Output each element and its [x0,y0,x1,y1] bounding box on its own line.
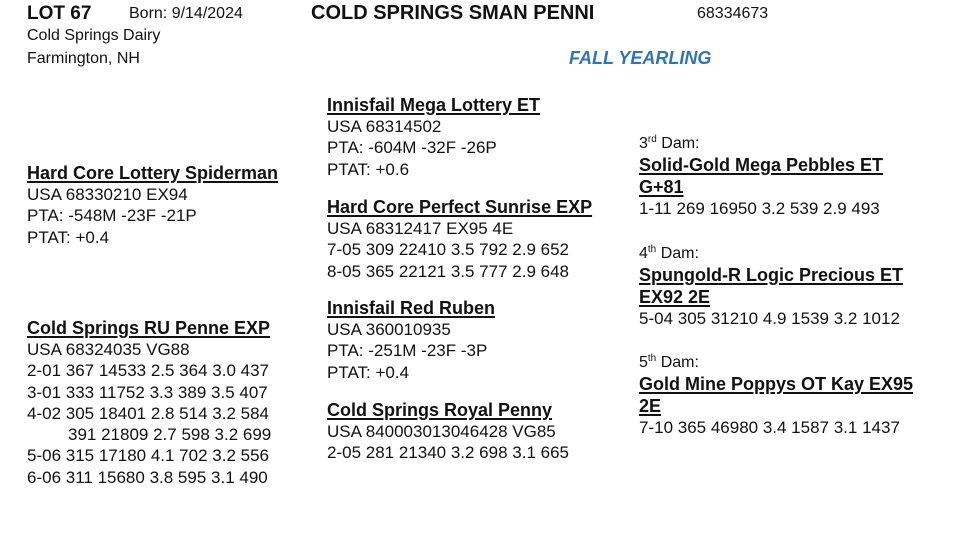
sire-line: PTA: -548M -23F -21P [27,206,197,226]
sires-dam-line: USA 68312417 EX95 4E [327,219,514,238]
age-class: FALL YEARLING [569,48,712,68]
fifth-dam-record: 7-10 365 46980 3.4 1587 3.1 1437 [639,418,900,437]
dam-line: USA 68324035 VG88 [27,340,190,359]
fourth-dam-label: 4th Dam: [639,244,699,262]
sires-sire-line: USA 68314502 [327,117,442,136]
fourth-dam-block [639,245,903,329]
sires-sire-block [327,94,540,180]
third-dam-label: 3rd Dam: [639,134,700,152]
dam-line: 5-06 315 17180 4.1 702 3.2 556 [27,446,269,466]
sires-dam-line: 8-05 365 22121 3.5 777 2.9 648 [327,261,569,281]
fourth-dam-classification: EX92 2E [639,287,711,307]
sire-name: Hard Core Lottery Spiderman [27,163,279,183]
lot-number: LOT 67 [27,3,92,24]
sires-dam-name: Hard Core Perfect Sunrise EXP [327,197,593,217]
birth-date: Born: 9/14/2024 [129,5,243,22]
dam-line: 2-01 367 14533 2.5 364 3.0 437 [27,361,269,381]
fourth-dam-name: Spungold-R Logic Precious ET [639,265,904,285]
dam-line: 391 21809 2.7 598 3.2 699 [68,425,272,445]
fourth-dam-record: 5-04 305 31210 4.9 1539 3.2 1012 [639,309,900,328]
fifth-dam-classification: 2E [639,396,662,416]
fifth-dam-block [639,354,913,438]
dams-sire-line: PTA: -251M -23F -3P [327,341,488,361]
sire-line: USA 68330210 EX94 [27,185,188,204]
dams-sire-block [327,297,495,383]
registration-number: 68334673 [697,5,769,22]
dams-sire-line: PTAT: +0.4 [327,362,410,382]
dams-sire-name: Innisfail Red Ruben [327,298,496,318]
third-dam-record: 1-11 269 16950 3.2 539 2.9 493 [639,199,880,218]
breeder-name: Cold Springs Dairy [27,27,161,44]
fifth-dam-name: Gold Mine Poppys OT Kay EX95 [639,374,914,394]
sires-dam-line: 7-05 309 22410 3.5 792 2.9 652 [327,240,569,260]
sire-line: PTAT: +0.4 [27,227,110,247]
dams-dam-name: Cold Springs Royal Penny [327,400,553,420]
sires-sire-name: Innisfail Mega Lottery ET [327,95,541,115]
dams-sire-line: USA 360010935 [327,320,451,339]
breeder-location: Farmington, NH [27,50,140,67]
dam-line: 3-01 333 11752 3.3 389 3.5 407 [27,382,268,402]
dams-dam-line: USA 840003013046428 VG85 [327,422,556,441]
sires-sire-line: PTA: -604M -32F -26P [327,138,497,158]
dam-name: Cold Springs RU Penne EXP [27,318,271,338]
fifth-dam-label: 5th Dam: [639,353,699,371]
dams-dam-block [327,399,569,464]
dam-block [27,317,271,488]
third-dam-name: Solid-Gold Mega Pebbles ET [639,155,884,175]
dam-line: 4-02 305 18401 2.8 514 3.2 584 [27,403,269,423]
dams-dam-line: 2-05 281 21340 3.2 698 3.1 665 [327,443,569,463]
dam-line: 6-06 311 15680 3.8 595 3.1 490 [27,467,268,487]
sires-dam-block [327,196,592,282]
sires-sire-line: PTAT: +0.6 [327,159,410,179]
sire-block [27,162,278,248]
animal-name: COLD SPRINGS SMAN PENNI [311,2,595,24]
third-dam-block [639,135,883,219]
third-dam-classification: G+81 [639,177,684,197]
